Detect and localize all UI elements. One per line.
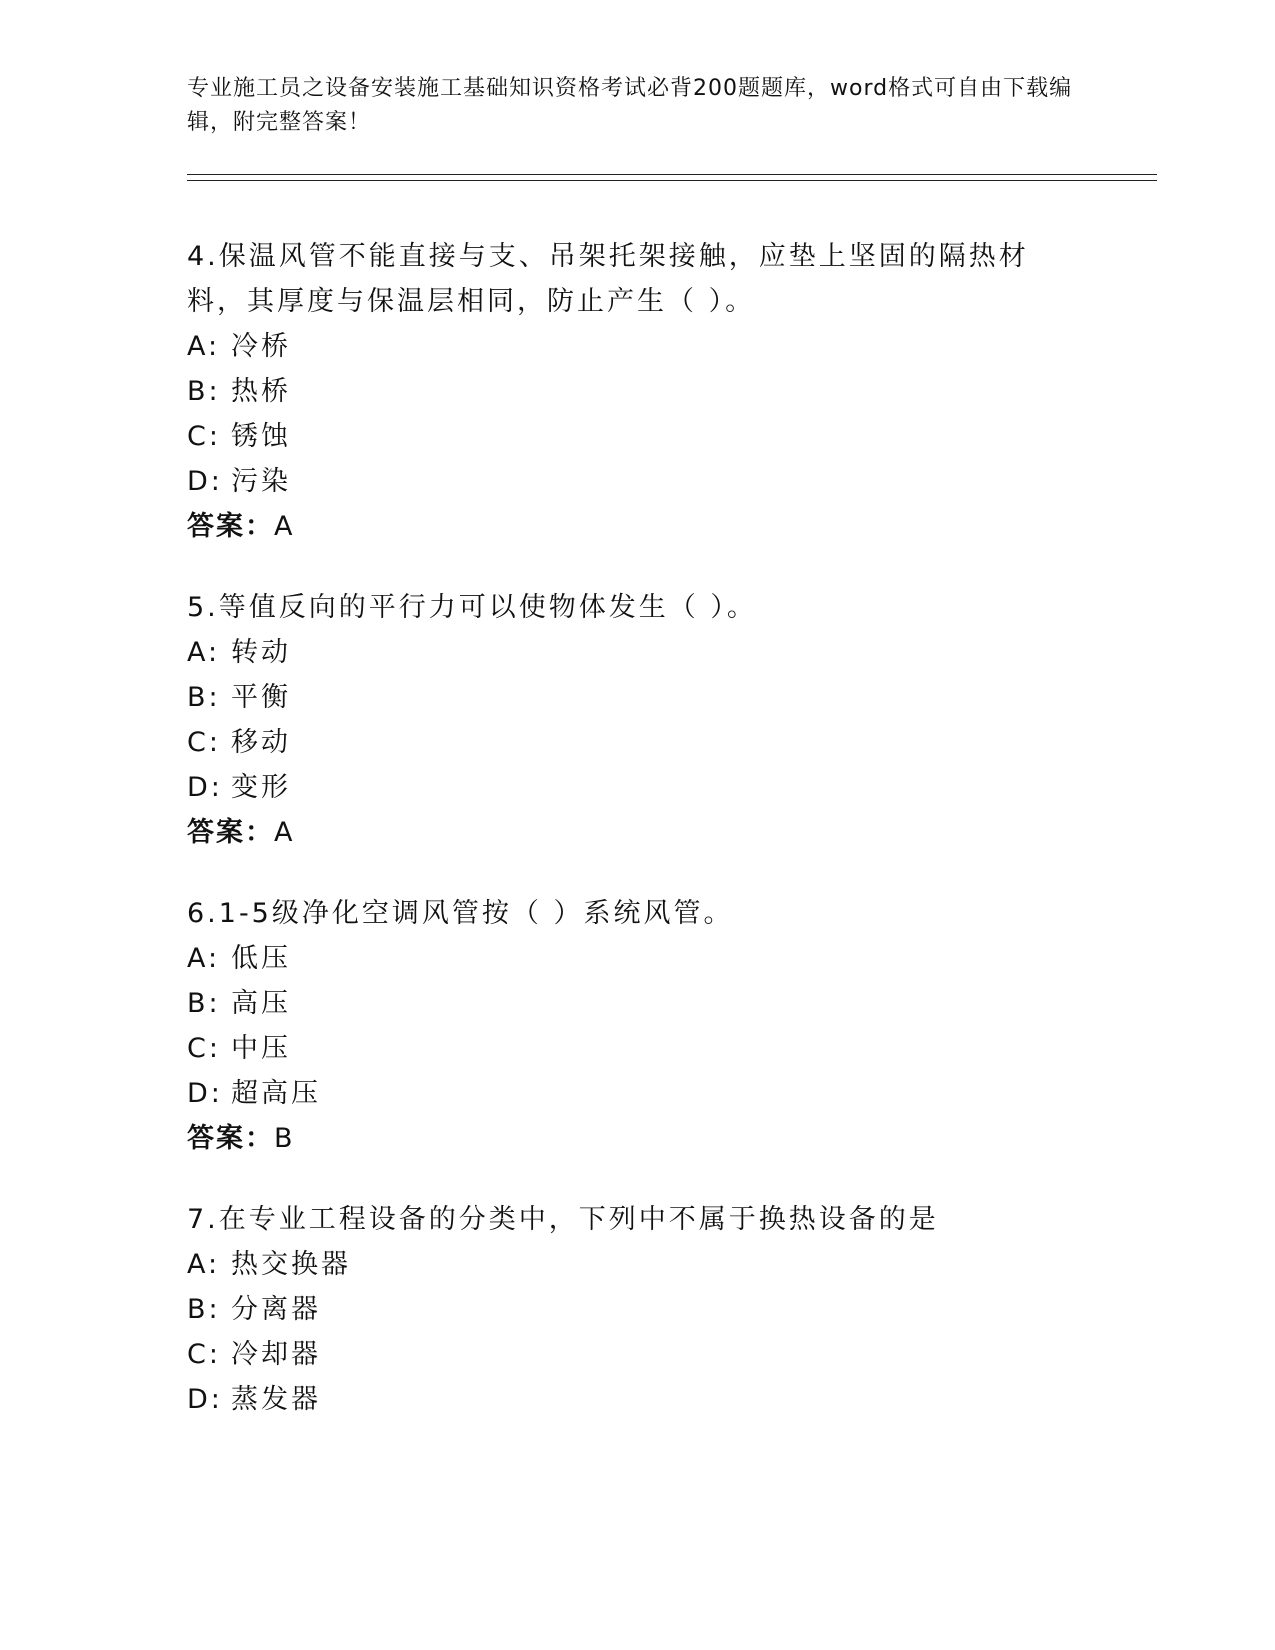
option-text: 锈蚀	[231, 421, 291, 452]
question-stem: 6.1-5级净化空调风管按（ ）系统风管。	[187, 898, 734, 929]
option-d	[187, 1377, 1157, 1422]
document-page	[187, 72, 1157, 1415]
option-key: D:	[187, 466, 223, 497]
option-text: 蒸发器	[231, 1384, 321, 1415]
question-5	[187, 585, 1157, 855]
option-text: 分离器	[231, 1294, 321, 1325]
option-a	[187, 630, 1157, 675]
question-list	[187, 234, 1157, 1458]
option-key: C:	[187, 727, 221, 758]
option-text: 高压	[231, 988, 291, 1019]
option-key: D:	[187, 1078, 223, 1109]
option-c	[187, 414, 1157, 459]
option-text: 污染	[231, 466, 291, 497]
option-text: 热桥	[231, 376, 291, 407]
answer-value: A	[274, 511, 295, 542]
header-divider	[187, 174, 1157, 181]
option-b	[187, 981, 1157, 1026]
document-header: 专业施工员之设备安装施工基础知识资格考试必背200题题库，word格式可自由下载编辑，附完整答案！	[187, 76, 1073, 135]
option-key: C:	[187, 1339, 221, 1370]
option-key: C:	[187, 421, 221, 452]
option-text: 移动	[231, 727, 291, 758]
option-key: D:	[187, 772, 223, 803]
option-key: A:	[187, 331, 221, 362]
option-key: A:	[187, 637, 221, 668]
question-7	[187, 1197, 1157, 1422]
option-b	[187, 675, 1157, 720]
answer-label: 答案：	[187, 1123, 274, 1154]
answer-label: 答案：	[187, 511, 274, 542]
option-key: C:	[187, 1033, 221, 1064]
option-key: A:	[187, 943, 221, 974]
option-key: D:	[187, 1384, 223, 1415]
answer-label: 答案：	[187, 817, 274, 848]
option-key: B:	[187, 682, 221, 713]
answer-line	[187, 1116, 1157, 1161]
option-a	[187, 1242, 1157, 1287]
option-c	[187, 720, 1157, 765]
question-stem: 4.保温风管不能直接与支、吊架托架接触，应垫上坚固的隔热材料，其厚度与保温层相同，防止产生（ ）。	[187, 241, 1029, 317]
option-b	[187, 369, 1157, 414]
question-4	[187, 234, 1157, 549]
option-b	[187, 1287, 1157, 1332]
question-6	[187, 891, 1157, 1161]
answer-line	[187, 810, 1157, 855]
option-text: 超高压	[231, 1078, 321, 1109]
option-a	[187, 324, 1157, 369]
option-key: B:	[187, 376, 221, 407]
option-key: A:	[187, 1249, 221, 1280]
option-c	[187, 1026, 1157, 1071]
option-text: 热交换器	[231, 1249, 351, 1280]
option-text: 转动	[231, 637, 291, 668]
option-d	[187, 765, 1157, 810]
option-text: 变形	[231, 772, 291, 803]
question-stem: 5.等值反向的平行力可以使物体发生（ ）。	[187, 592, 757, 623]
option-key: B:	[187, 988, 221, 1019]
option-a	[187, 936, 1157, 981]
option-d	[187, 459, 1157, 504]
option-key: B:	[187, 1294, 221, 1325]
answer-value: B	[274, 1123, 295, 1154]
option-text: 低压	[231, 943, 291, 974]
option-text: 冷桥	[231, 331, 291, 362]
option-d	[187, 1071, 1157, 1116]
option-text: 平衡	[231, 682, 291, 713]
option-text: 冷却器	[231, 1339, 321, 1370]
answer-line	[187, 504, 1157, 549]
option-c	[187, 1332, 1157, 1377]
question-stem: 7.在专业工程设备的分类中，下列中不属于换热设备的是	[187, 1204, 939, 1235]
option-text: 中压	[231, 1033, 291, 1064]
answer-value: A	[274, 817, 295, 848]
